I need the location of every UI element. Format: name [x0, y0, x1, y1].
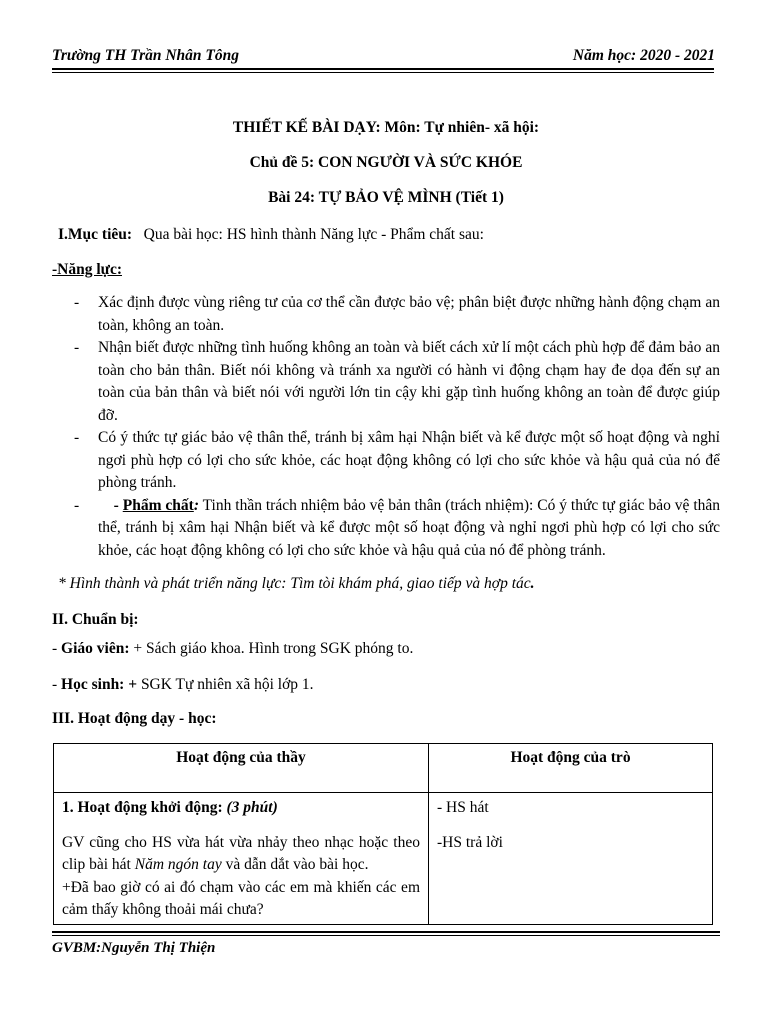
- develop-text: * Hình thành và phát triển năng lực: Tìm tòi khám phá, giao tiếp và hợp tác: [58, 575, 531, 592]
- student-action-sing: - HS hát: [437, 799, 489, 816]
- list-item-text: Xác định được vùng riêng tư của cơ thể cần được bảo vệ; phân biệt được những hành động chạm an toàn, không an toàn.: [98, 294, 720, 334]
- quality-text: Tinh thần trách nhiệm bảo vệ bản thân (trách nhiệm): Có ý thức tự giác bảo vệ thân thể, tránh bị xâm hại Nhận biết và kể được một số hoạt động và nghỉ ngơi phù hợp có lợi cho sức khỏe, các hoạt động không có lợi cho sức khỏe và hậu quả của nó để phòng tránh.: [98, 496, 721, 559]
- list-item-text: Có ý thức tự giác bảo vệ thân thể, tránh bị xâm hại Nhận biết và kể được một số hoạt động và nghỉ ngơi phù hợp có lợi cho sức khỏe, các hoạt động không có lợi cho sức khỏe và hậu quả của nó để phòng tránh.: [98, 429, 720, 491]
- prepare-heading: II. Chuẩn bị:: [52, 611, 139, 628]
- table-row: [54, 793, 713, 925]
- school-name: Trường TH Trần Nhân Tông: [52, 47, 239, 64]
- topic-title: Chủ đề 5: CON NGƯỜI VÀ SỨC KHÓE: [249, 154, 523, 171]
- activities-heading: III. Hoạt động dạy - học:: [52, 710, 217, 727]
- lesson-title: Bài 24: TỰ BẢO VỆ MÌNH (Tiết 1): [268, 189, 504, 206]
- warmup-label: 1. Hoạt động khởi động:: [62, 799, 227, 816]
- teacher-text: + Sách giáo khoa. Hình trong SGK phóng to.: [129, 640, 414, 657]
- bullet-dash: -: [74, 429, 80, 446]
- header-rule: [52, 68, 714, 70]
- header-rule-thin: [52, 72, 714, 73]
- bullet-dash: -: [74, 294, 80, 311]
- list-item-text: Nhận biết được những tình huống không an toàn và biết cách xử lí một cách phù hợp để đảm bảo an toàn cho bản thân. Biết nói không và tránh xa người có hành vi động chạm hay đe dọa đến sự an toàn của bản thân và biết nói với người lớn tin cậy khi gặp tình huống không an toàn để được giúp đỡ.: [98, 339, 720, 424]
- develop-dot: .: [530, 575, 535, 592]
- quality-text-block: [98, 495, 720, 563]
- competence-heading: -Năng lực:: [52, 261, 122, 278]
- table-header-row: [54, 744, 713, 793]
- objectives-label: I.Mục tiêu:: [58, 226, 133, 243]
- col-header-student: Hoạt động của trò: [429, 744, 713, 793]
- bullet-dash: -: [74, 339, 80, 356]
- list-item: [74, 427, 720, 495]
- col-header-teacher: Hoạt động của thầy: [54, 744, 429, 793]
- student-text: SGK Tự nhiên xã hội lớp 1.: [137, 676, 314, 693]
- list-item: [74, 337, 720, 427]
- activities-table: [53, 743, 713, 925]
- teacher-prep: [52, 638, 413, 661]
- school-year: Năm học: 2020 - 2021: [572, 47, 715, 64]
- warmup-question: +Đã bao giờ có ai đó chạm vào các em mà khiến các em cảm thấy không thoải mái chưa?: [62, 878, 420, 918]
- list-item: [74, 292, 720, 337]
- develop-competence: [58, 573, 535, 596]
- footer-rule: [52, 931, 720, 933]
- teacher-label: Giáo viên:: [61, 640, 130, 657]
- song-name: Năm ngón tay: [134, 856, 222, 873]
- teacher-prefix: -: [52, 640, 62, 657]
- bullet-dash: -: [74, 496, 80, 514]
- teacher-cell: [54, 793, 429, 925]
- student-cell: [429, 793, 713, 925]
- warmup-title: [62, 797, 420, 820]
- competence-list: [74, 292, 720, 562]
- objectives-text: Qua bài học: HS hình thành Năng lực - Phẩm chất sau:: [143, 226, 484, 243]
- quality-prefix: -: [113, 496, 119, 514]
- student-action-answer: -HS trả lời: [437, 833, 503, 851]
- objectives-line: [58, 224, 484, 247]
- student-prep: [52, 674, 314, 697]
- student-label: Học sinh: +: [61, 676, 138, 693]
- list-item-quality: [74, 495, 720, 563]
- quality-label: Phẩm chất: [122, 496, 194, 514]
- lesson-design-title: THIẾT KẾ BÀI DẠY: Môn: Tự nhiên- xã hội:: [232, 119, 540, 136]
- student-prefix: -: [52, 676, 62, 693]
- warmup-time: (3 phút): [226, 799, 278, 816]
- footer-author: GVBM:Nguyễn Thị Thiện: [52, 940, 216, 956]
- warmup-description: GV cũng cho HS vừa hát vừa nhảy theo nhạc hoặc theo clip bài hát Năm ngón tay và dẫn dắt vào bài học.: [62, 833, 420, 873]
- quality-colon: :: [193, 496, 199, 514]
- footer-rule-thin: [52, 935, 720, 936]
